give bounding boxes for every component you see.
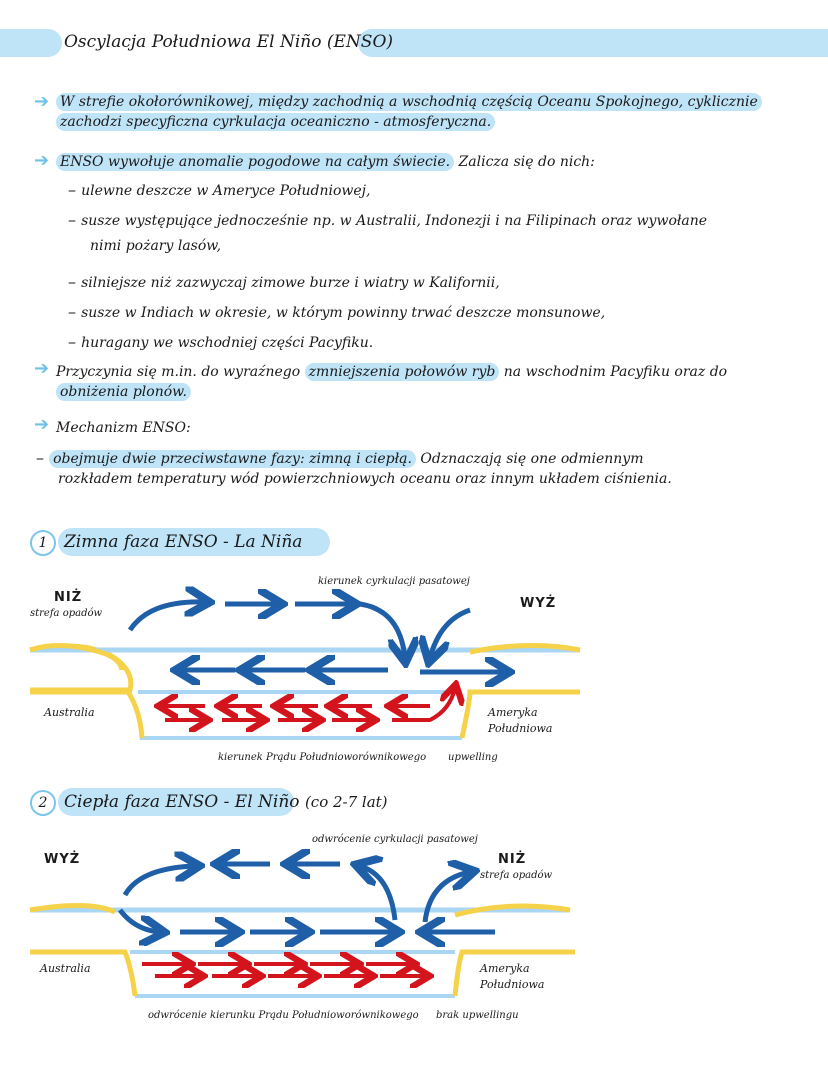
high-pressure-label: WYŻ xyxy=(520,596,557,611)
text: Odznaczają się one odmiennym xyxy=(420,451,644,467)
section-number-2: 2 xyxy=(30,790,56,816)
america-label: Ameryka xyxy=(488,706,538,719)
text: rozkładem temperatury wód powierzchniowych oceanu oraz innym układem ciśnienia. xyxy=(58,471,672,487)
highlight-text: obniżenia plonów. xyxy=(56,383,191,401)
highlight-text: zachodzi specyficzna cyrkulacja oceaniczno - atmosferyczna. xyxy=(56,113,495,131)
section-title-2 xyxy=(64,792,388,812)
arrow-bullet-icon: ➔ xyxy=(34,414,50,435)
rain-zone-label: strefa opadów xyxy=(480,870,553,881)
current-label: kierunek Prądu Południoworównikowego xyxy=(218,752,427,763)
australia-label: Australia xyxy=(40,962,91,975)
circulation-label: kierunek cyrkulacji pasatowej xyxy=(318,576,470,587)
mechanism-text: – obejmuje dwie przeciwstawne fazy: zimną i ciepłą. Odznaczają się one odmiennym rozkładem temperatury wód powierzchniowych oceanu oraz innym układem ciśnienia. xyxy=(36,448,672,487)
arrow-bullet-icon: ➔ xyxy=(34,358,50,379)
list-item: – ulewne deszcze w Ameryce Południowej, xyxy=(68,180,371,199)
upwelling-label: upwelling xyxy=(448,752,498,763)
reversed-circulation-arrows xyxy=(120,864,495,932)
low-pressure-label: NIŻ xyxy=(498,852,527,867)
highlight-text: obejmuje dwie przeciwstawne fazy: zimną i ciepłą. xyxy=(49,450,416,468)
title-highlight-right xyxy=(358,29,828,57)
pasat-circulation-arrows xyxy=(130,602,505,672)
list-item-text: ulewne deszcze w Ameryce Południowej, xyxy=(81,183,371,199)
list-item-text: nimi pożary lasów, xyxy=(90,238,222,254)
america-label-2: Południowa xyxy=(480,978,545,991)
paragraph-2 xyxy=(56,152,796,172)
america-label: Ameryka xyxy=(480,962,530,975)
list-item: – susze występujące jednocześnie np. w Australii, Indonezji i na Filipinach oraz wywołane xyxy=(68,210,708,229)
text: Zalicza się do nich: xyxy=(458,154,595,170)
high-pressure-label: WYŻ xyxy=(44,852,81,867)
list-item-text: susze występujące jednocześnie np. w Australii, Indonezji i na Filipinach oraz wywołane xyxy=(81,213,708,229)
text: na wschodnim Pacyfiku oraz do xyxy=(503,364,728,380)
low-pressure-label: NIŻ xyxy=(54,590,83,605)
list-item: – silniejsze niż zazwyczaj zimowe burze i wiatry w Kalifornii, xyxy=(68,272,500,291)
no-upwelling-label: brak upwellingu xyxy=(436,1010,519,1021)
arrow-bullet-icon: ➔ xyxy=(34,150,50,171)
section-number-1: 1 xyxy=(30,530,56,556)
highlight-text: W strefie okołorównikowej, między zachodnią a wschodnią częścią Oceanu Spokojnego, cyklicznie xyxy=(56,93,762,111)
text: Przyczynia się m.in. do wyraźnego xyxy=(56,364,301,380)
list-item xyxy=(90,236,221,256)
reversed-current-arrows xyxy=(142,964,426,976)
section-title-text: Ciepła faza ENSO - El Niño xyxy=(64,792,300,812)
circulation-label: odwrócenie cyrkulacji pasatowej xyxy=(312,834,478,845)
list-item-text: huragany we wschodniej części Pacyfiku. xyxy=(81,335,374,351)
title-highlight-left xyxy=(0,29,62,57)
page-title: Oscylacja Południowa El Niño (ENSO) xyxy=(64,32,394,52)
rain-zone-label: strefa opadów xyxy=(30,608,103,619)
list-item-text: silniejsze niż zazwyczaj zimowe burze i wiatry w Kalifornii, xyxy=(81,275,500,291)
highlight-text: ENSO wywołuje anomalie pogodowe na całym świecie. xyxy=(56,153,454,171)
list-item: – susze w Indiach w okresie, w którym powinny trwać deszcze monsunowe, xyxy=(68,302,606,321)
paragraph-3 xyxy=(56,362,796,402)
australia-coast xyxy=(30,646,131,690)
current-label: odwrócenie kierunku Prądu Południoworównikowego xyxy=(148,1010,419,1021)
list-item: – huragany we wschodniej części Pacyfiku. xyxy=(68,332,374,351)
mechanism-heading: Mechanizm ENSO: xyxy=(56,420,191,436)
paragraph-1 xyxy=(56,92,796,132)
list-item-text: susze w Indiach w okresie, w którym powinny trwać deszcze monsunowe, xyxy=(81,305,606,321)
arrow-bullet-icon: ➔ xyxy=(34,91,50,112)
highlight-text: zmniejszenia połowów ryb xyxy=(305,363,500,381)
america-label-2: Południowa xyxy=(488,722,553,735)
australia-label: Australia xyxy=(44,706,95,719)
section-title-suffix: (co 2-7 lat) xyxy=(304,793,388,811)
section-title-1: Zimna faza ENSO - La Niña xyxy=(64,532,303,552)
